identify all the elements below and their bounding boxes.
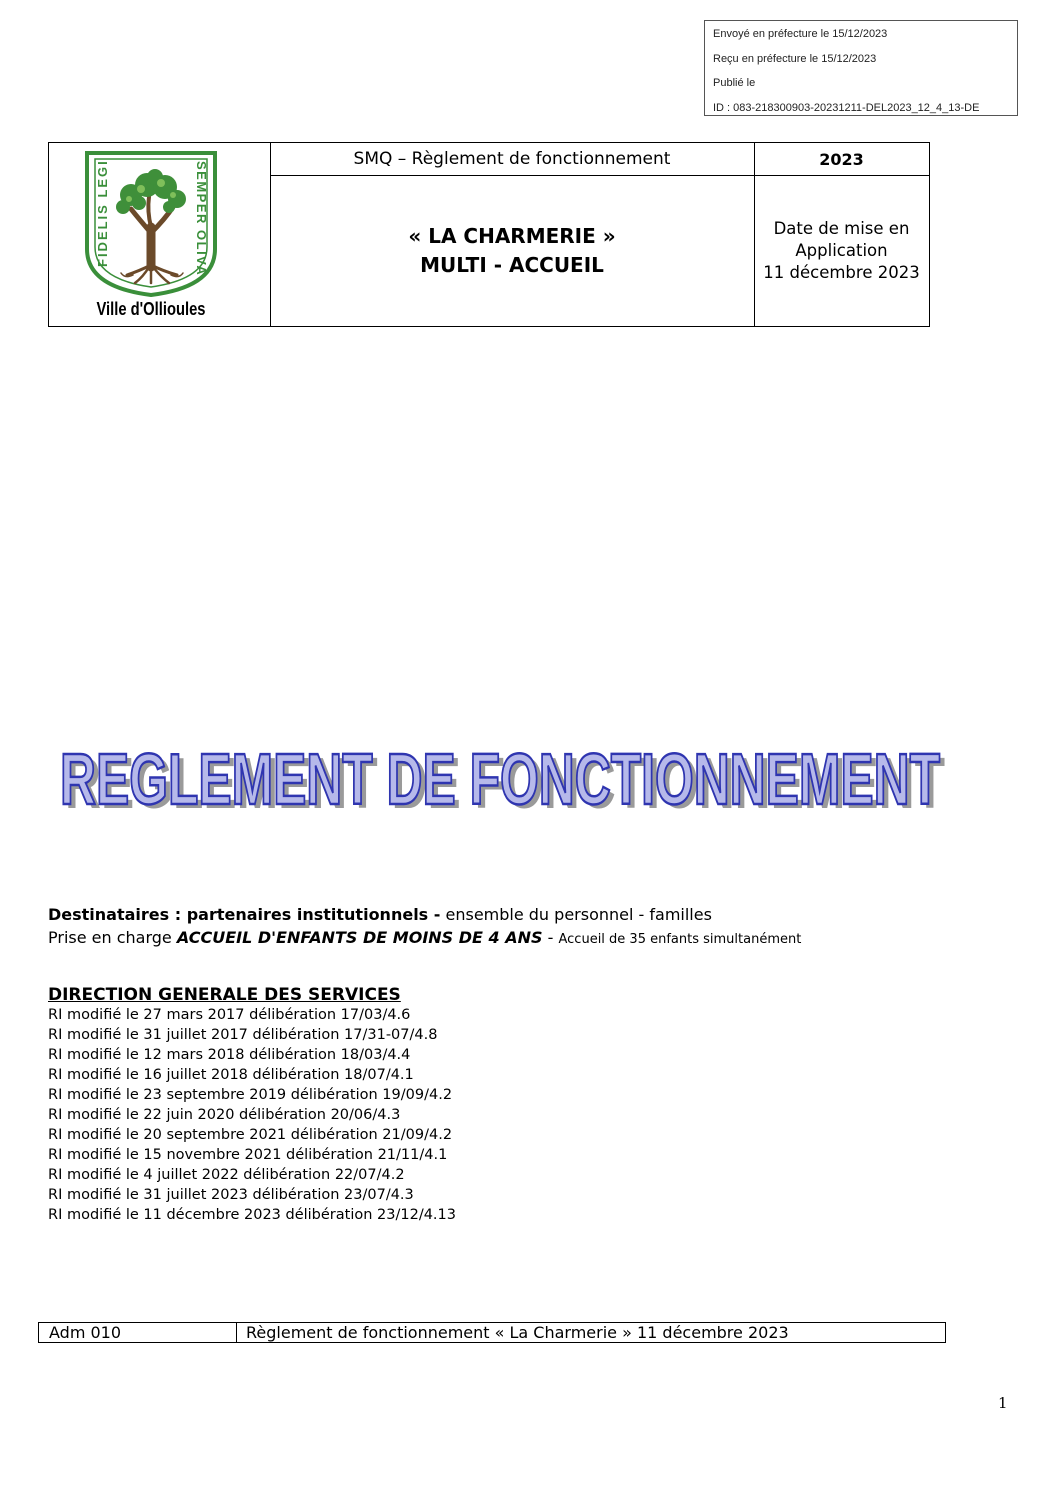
ollioules-logo bbox=[81, 149, 221, 321]
document-type: SMQ – Règlement de fonctionnement bbox=[353, 149, 671, 169]
main-title bbox=[0, 730, 1000, 824]
structure-name bbox=[270, 175, 754, 326]
page-number: 1 bbox=[998, 1394, 1008, 1412]
care-capacity: Accueil de 35 enfants simultanément bbox=[558, 932, 802, 947]
footer-title: Règlement de fonctionnement « La Charmerie » 11 décembre 2023 bbox=[246, 1323, 789, 1342]
modification-item: RI modifié le 4 juillet 2022 délibération 22/07/4.2 bbox=[48, 1167, 405, 1183]
modification-item: RI modifié le 15 novembre 2021 délibération 21/11/4.1 bbox=[48, 1147, 448, 1163]
logo-right-motto: SEMPER OLIVA bbox=[194, 161, 209, 277]
logo-cell bbox=[49, 143, 270, 326]
stamp-id: ID : 083-218300903-20231211-DEL2023_12_4_13-DE bbox=[713, 101, 980, 114]
modification-item: RI modifié le 12 mars 2018 délibération 18/03/4.4 bbox=[48, 1047, 411, 1063]
recipients-label: Destinataires : partenaires institutionnels - bbox=[48, 905, 441, 924]
modification-item: RI modifié le 11 décembre 2023 délibération 23/12/4.13 bbox=[48, 1207, 456, 1223]
logo-label: Ville d'Ollioules bbox=[96, 299, 206, 319]
main-title-shadow: REGLEMENT DE FONCTIONNEMENT bbox=[65, 744, 946, 820]
modification-item: RI modifié le 31 juillet 2017 délibération 17/31-07/4.8 bbox=[48, 1027, 438, 1043]
document-year: 2023 bbox=[819, 149, 864, 169]
application-date-line3: 11 décembre 2023 bbox=[763, 262, 920, 282]
prefecture-stamp bbox=[704, 20, 1018, 116]
stamp-published: Publié le bbox=[713, 77, 756, 89]
header-table bbox=[48, 142, 930, 327]
care-dash: - bbox=[542, 928, 559, 947]
modification-item: RI modifié le 16 juillet 2018 délibération 18/07/4.1 bbox=[48, 1067, 414, 1083]
structure-name-line1: « LA CHARMERIE » bbox=[408, 223, 616, 248]
recipients-block bbox=[48, 903, 801, 951]
application-date-line1: Date de mise en bbox=[773, 218, 910, 238]
logo-left-motto: FIDELIS LEGI bbox=[95, 159, 110, 267]
modification-item: RI modifié le 22 juin 2020 délibération 20/06/4.3 bbox=[48, 1107, 401, 1123]
footer-table bbox=[38, 1322, 946, 1343]
application-date-line2: Application bbox=[795, 240, 888, 260]
care-label: Prise en charge bbox=[48, 928, 177, 947]
direction-heading: DIRECTION GENERALE DES SERVICES bbox=[48, 985, 401, 1005]
footer-code: Adm 010 bbox=[39, 1323, 237, 1342]
modification-item: RI modifié le 27 mars 2017 délibération 17/03/4.6 bbox=[48, 1007, 411, 1023]
structure-name-line2: MULTI - ACCUEIL bbox=[420, 252, 604, 277]
recipients-rest: ensemble du personnel - familles bbox=[440, 905, 712, 924]
stamp-sent-date: Envoyé en préfecture le 15/12/2023 bbox=[713, 28, 888, 40]
care-type: ACCUEIL D'ENFANTS DE MOINS DE 4 ANS bbox=[176, 928, 543, 947]
coat-of-arms-icon bbox=[81, 149, 221, 299]
modification-item: RI modifié le 23 septembre 2019 délibération 19/09/4.2 bbox=[48, 1087, 453, 1103]
application-date bbox=[754, 175, 929, 326]
main-title-text: REGLEMENT DE FONCTIONNEMENT bbox=[60, 740, 941, 820]
modification-item: RI modifié le 31 juillet 2023 délibération 23/07/4.3 bbox=[48, 1187, 414, 1203]
stamp-received-date: Reçu en préfecture le 15/12/2023 bbox=[713, 52, 877, 65]
modification-history bbox=[48, 985, 456, 1225]
modification-item: RI modifié le 20 septembre 2021 délibération 21/09/4.2 bbox=[48, 1127, 453, 1143]
